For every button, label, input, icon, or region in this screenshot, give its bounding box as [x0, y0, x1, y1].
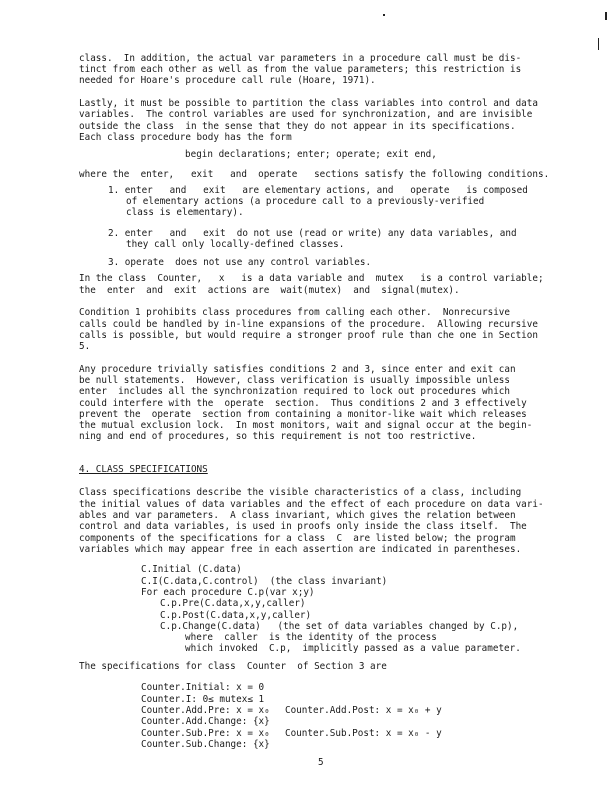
counter-spec: Counter.Sub.Pre: x = x₀ — [141, 728, 270, 739]
text-line: 5. — [79, 341, 91, 352]
text-line: the initial values of data variables and the effect of each procedure on data vari- — [79, 499, 544, 510]
text-line: the mutual exclusion lock. In most monitors, wait and signal occur at the begin- — [79, 420, 533, 431]
condition-item: 2. enter and exit do not use (read or write) any data variables, and — [108, 228, 517, 239]
text-line: Lastly, it must be possible to partition the class variables into control and data — [79, 98, 538, 109]
text-line: ables and var parameters. A class invariant, which gives the relation between — [79, 510, 516, 521]
text-line: Class specifications describe the visible characteristics of a class, including — [79, 487, 522, 498]
text-line: class. In addition, the actual var parameters in a procedure call must be dis- — [79, 53, 522, 64]
text-line: they call only locally-defined classes. — [126, 239, 345, 250]
text-line: variables which may appear free in each assertion are indicated in parentheses. — [79, 544, 522, 555]
spec-line: C.p.Change(C.data) (the set of data variables changed by C.p), — [160, 621, 519, 632]
margin-mark — [383, 14, 385, 16]
text-line: enter includes all the synchronization required to lock out procedures which — [79, 386, 510, 397]
spec-line: C.Initial (C.data) — [141, 564, 242, 575]
counter-spec: Counter.Add.Change: {x} — [141, 716, 270, 727]
counter-spec: Counter.Add.Pre: x = x₀ — [141, 705, 270, 716]
text-line: control and data variables, is used in proofs only inside the class itself. The — [79, 521, 527, 532]
text-line: class is elementary). — [126, 207, 244, 218]
text-line: be null statements. However, class verification is usually impossible unless — [79, 375, 510, 386]
text-line: tinct from each other as well as from the value parameters; this restriction is — [79, 64, 522, 75]
spec-line: C.p.Pre(C.data,x,y,caller) — [160, 598, 306, 609]
text-line: Any procedure trivially satisfies conditions 2 and 3, since enter and exit can — [79, 364, 516, 375]
text-line: needed for Hoare's procedure call rule (Hoare, 1971). — [79, 75, 376, 86]
spec-line: C.p.Post(C.data,x,y,caller) — [160, 610, 312, 621]
text-line: could interfere with the operate section. Thus conditions 2 and 3 effectively — [79, 398, 527, 409]
text-line: variables. The control variables are used for synchronization, and are invisible — [79, 109, 533, 120]
text-line: The specifications for class Counter of Section 3 are — [79, 661, 387, 672]
margin-mark — [598, 38, 599, 50]
spec-line: C.I(C.data,C.control) (the class invariant) — [141, 576, 388, 587]
text-line: ning and end of procedures, so this requirement is not too restrictive. — [79, 431, 477, 442]
spec-line: For each procedure C.p(var x;y) — [141, 587, 315, 598]
counter-spec: Counter.Sub.Change: {x} — [141, 739, 270, 750]
spec-line: which invoked C.p, implicitly passed as a value parameter. — [185, 643, 521, 654]
spec-line: where caller is the identity of the process — [185, 632, 437, 643]
text-line: In the class Counter, x is a data variable and mutex is a control variable; — [79, 273, 544, 284]
counter-spec: Counter.Sub.Post: x = x₀ - y — [285, 728, 442, 739]
text-line: outside the class in the sense that they do not appear in its specifications. — [79, 121, 516, 132]
text-line: of elementary actions (a procedure call to a previously-verified — [126, 196, 485, 207]
counter-spec: Counter.I: 0≤ mutex≤ 1 — [141, 694, 265, 705]
text-line: Each class procedure body has the form — [79, 132, 292, 143]
margin-mark — [605, 12, 607, 20]
condition-item: 1. enter and exit are elementary actions, and operate is composed — [108, 185, 528, 196]
text-line: calls is possible, but would require a stronger proof rule than che one in Section — [79, 330, 538, 341]
page-number: 5 — [318, 757, 324, 768]
body-form-line: begin declarations; enter; operate; exit end, — [185, 149, 437, 160]
section-heading: 4. CLASS SPECIFICATIONS — [79, 464, 208, 475]
text-line: prevent the operate section from containing a monitor-like wait which releases — [79, 409, 527, 420]
counter-spec: Counter.Add.Post: x = x₀ + y — [285, 705, 442, 716]
counter-spec: Counter.Initial: x = 0 — [141, 682, 265, 693]
text-line: where the enter, exit and operate sections satisfy the following conditions. — [79, 169, 550, 180]
text-line: components of the specifications for a class C are listed below; the program — [79, 533, 516, 544]
text-line: calls could be handled by in-line expansions of the procedure. Allowing recursive — [79, 319, 538, 330]
text-line: Condition 1 prohibits class procedures from calling each other. Nonrecursive — [79, 307, 510, 318]
condition-item: 3. operate does not use any control variables. — [108, 257, 372, 268]
text-line: the enter and exit actions are wait(mutex) and signal(mutex). — [79, 285, 460, 296]
